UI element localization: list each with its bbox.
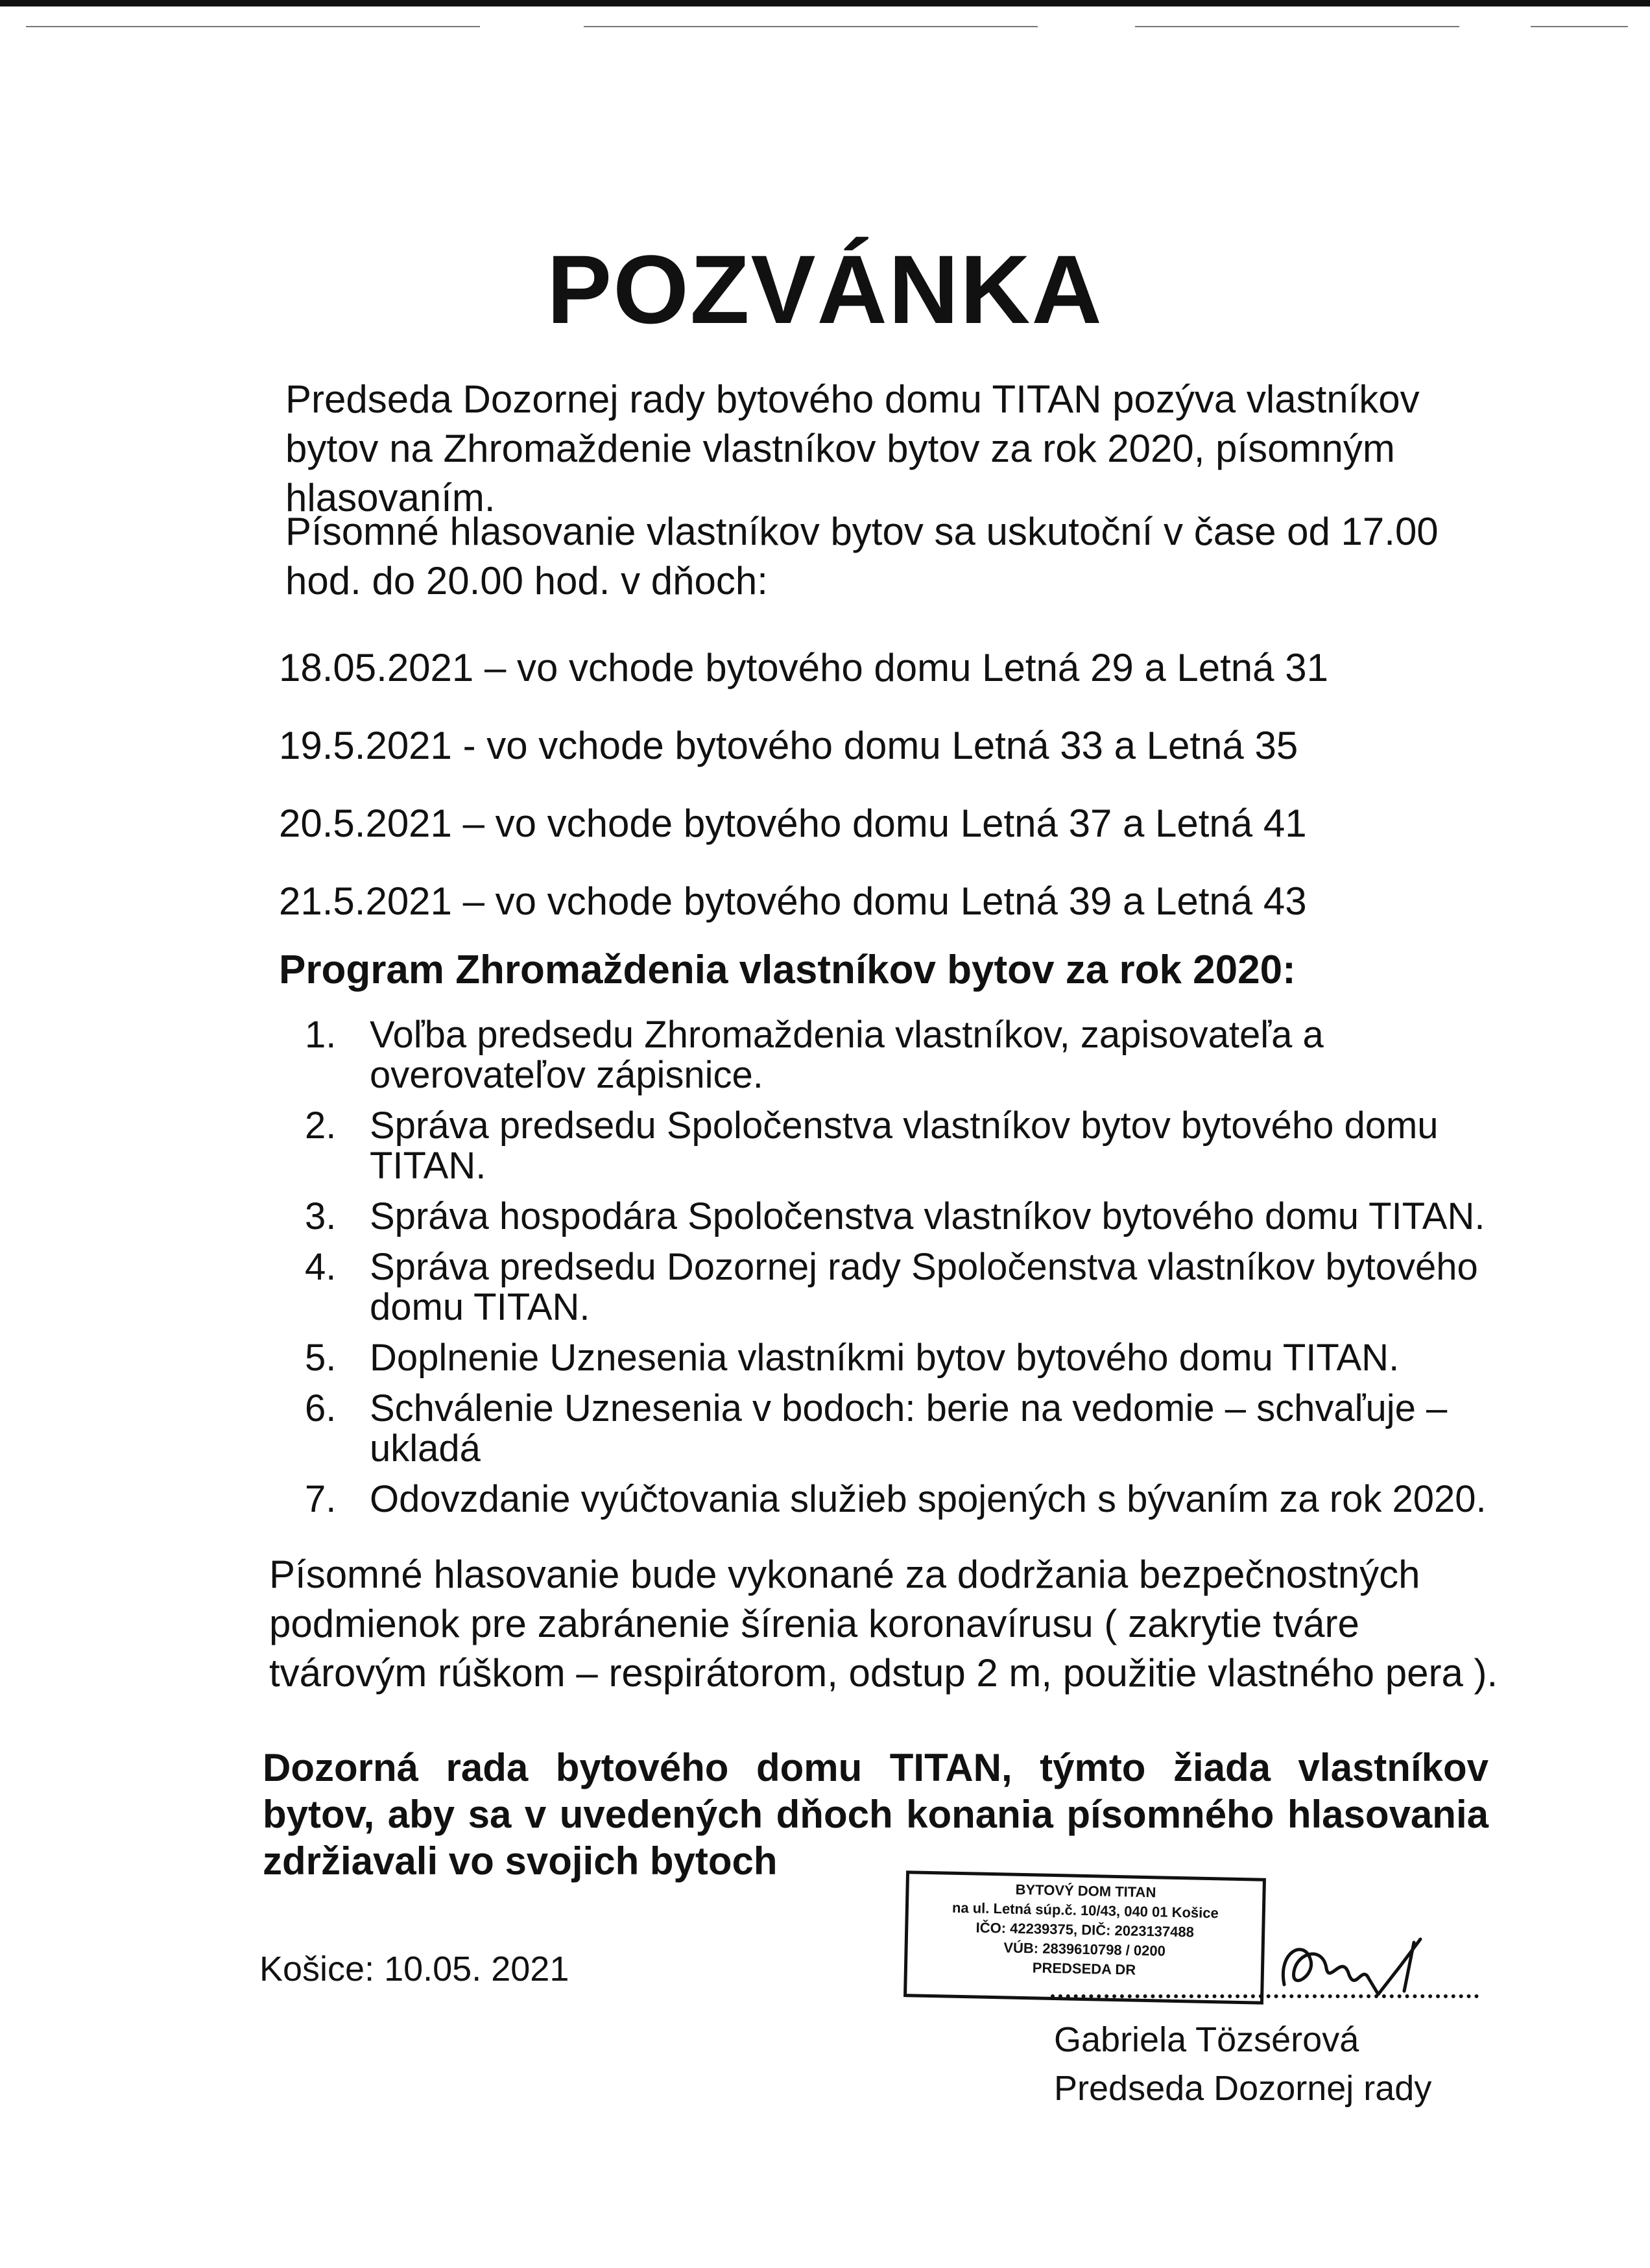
voting-time-paragraph: Písomné hlasovanie vlastníkov bytov sa uskutoční v čase od 17.00 hod. do 20.00 hod. v dňoch: — [285, 510, 1439, 603]
voting-date-line: 21.5.2021 – vo vchode bytového domu Letná 39 a Letná 43 — [279, 879, 1307, 923]
program-item-number: 5. — [305, 1337, 337, 1379]
scan-dash-line — [584, 26, 1038, 27]
stamp-line: VÚB: 2839610798 / 0200 — [1003, 1939, 1166, 1959]
official-stamp — [903, 1870, 1266, 2005]
program-item-text: Doplnenie Uznesenia vlastníkmi bytov bytového domu TITAN. — [370, 1337, 1400, 1379]
program-item — [305, 1197, 1511, 1237]
program-item — [305, 1247, 1511, 1328]
stamp-line: na ul. Letná súp.č. 10/43, 040 01 Košice — [951, 1899, 1219, 1922]
program-item — [305, 1106, 1511, 1186]
voting-date-line: 19.5.2021 - vo vchode bytového domu Letná 33 a Letná 35 — [279, 724, 1298, 767]
place-and-date: Košice: 10.05. 2021 — [259, 1950, 569, 1988]
program-item-number: 1. — [305, 1014, 337, 1056]
program-item-number: 7. — [305, 1478, 337, 1520]
scan-dash-line — [26, 26, 480, 27]
request-paragraph: Dozorná rada bytového domu TITAN, týmto žiada vlastníkov bytov, aby sa v uvedených dňoch konania písomného hlasovania zdržiavali vo svojich bytoch — [263, 1746, 1489, 1883]
signature-line — [1051, 1994, 1479, 1998]
program-item-text: Voľba predsedu Zhromaždenia vlastníkov, zapisovateľa a overovateľov zápisnice. — [370, 1014, 1324, 1096]
safety-paragraph: Písomné hlasovanie bude vykonané za dodržania bezpečnostných podmienok pre zabránenie šírenia koronavírusu ( zakrytie tváre tvárovým rúškom – respirátorom, odstup 2 m, použitie vlastného pera ). — [269, 1553, 1498, 1695]
voting-date-line: 18.05.2021 – vo vchode bytového domu Letná 29 a Letná 31 — [279, 646, 1328, 689]
program-item — [305, 1479, 1511, 1520]
stamp-line: PREDSEDA DR — [1032, 1959, 1136, 1978]
document-title: POZVÁNKA — [547, 235, 1103, 344]
program-item-number: 3. — [305, 1195, 337, 1237]
program-item — [305, 1015, 1511, 1095]
program-item-text: Správa hospodára Spoločenstva vlastníkov bytového domu TITAN. — [370, 1195, 1485, 1237]
program-item-number: 4. — [305, 1246, 337, 1288]
signer-role: Predseda Dozornej rady — [1054, 2069, 1432, 2108]
stamp-line: BYTOVÝ DOM TITAN — [1015, 1881, 1156, 1901]
program-item-text: Odovzdanie vyúčtovania služieb spojených s bývaním za rok 2020. — [370, 1478, 1487, 1520]
scan-dash-line — [1135, 26, 1459, 27]
program-item-number: 6. — [305, 1387, 337, 1429]
stamp-line: IČO: 42239375, DIČ: 2023137488 — [975, 1919, 1195, 1940]
program-item — [305, 1389, 1511, 1469]
scan-top-border — [0, 0, 1650, 6]
program-item — [305, 1338, 1511, 1378]
program-heading: Program Zhromaždenia vlastníkov bytov za rok 2020: — [279, 948, 1296, 992]
program-item-text: Správa predsedu Spoločenstva vlastníkov bytov bytového domu TITAN. — [370, 1104, 1439, 1187]
intro-paragraph: Predseda Dozornej rady bytového domu TITAN pozýva vlastníkov bytov na Zhromaždenie vlastníkov bytov za rok 2020, písomným hlasovaním. — [285, 377, 1420, 519]
program-item-number: 2. — [305, 1104, 337, 1147]
signer-name: Gabriela Tözsérová — [1054, 2020, 1359, 2059]
program-item-text: Správa predsedu Dozornej rady Spoločenstva vlastníkov bytového domu TITAN. — [370, 1246, 1478, 1328]
program-item-text: Schválenie Uznesenia v bodoch: berie na vedomie – schvaľuje – ukladá — [370, 1387, 1448, 1470]
scan-dash-line — [1531, 26, 1628, 27]
voting-date-line: 20.5.2021 – vo vchode bytového domu Letná 37 a Letná 41 — [279, 802, 1307, 845]
program-list — [305, 1015, 1511, 1530]
